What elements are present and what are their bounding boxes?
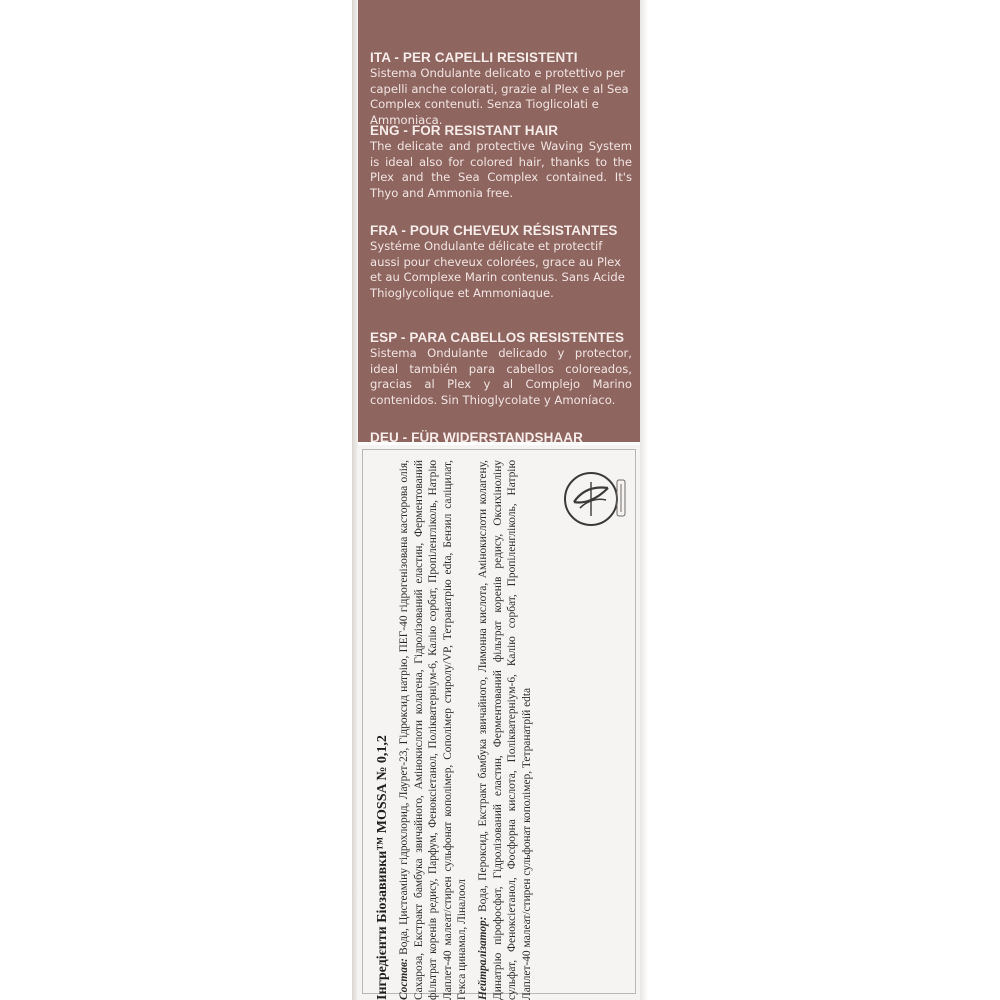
neutralizer-text: Вода, Пероксид, Екстракт бамбука звичайного, Лимонна кислота, Амінокислоти колагену, Динатрію пірофосфат, Гідролізований еластин, Ферментований фільтрат коренів редису, Оксихіноліну сульфат, Феноксіетанол, Фосфорна кислота, Полікватерніум-6, Калію сорбат, Пропіленгліколь, Натрію Лаплет-40 малеат/стирен сульфонат кополімер, Тетранатрій edta [476, 460, 533, 1000]
composition-lead: Состав: [398, 958, 410, 1000]
mauve-multilingual-panel [358, 0, 640, 442]
section-fra-body: Systéme Ondulante délicate et protectif aussi pour cheveux colorées, grace au Plex et au Complexe Marin contenus. Sans Acide Thioglycolique et Ammoniaque. [370, 239, 625, 300]
section-eng [370, 123, 632, 201]
section-eng-body: The delicate and protective Waving System is ideal also for colored hair, thanks to the Plex and the Sea Complex contained. It's Thyo and Ammonia free. [370, 139, 632, 200]
section-fra [370, 223, 632, 301]
section-ita [370, 50, 632, 128]
section-esp-title: ESP - PARA CABELLOS RESISTENTES [370, 330, 625, 345]
neutralizer-paragraph [476, 460, 534, 1000]
neutralizer-lead: Нейтралізатор: [476, 916, 489, 1000]
ingredients-rotated-text [374, 460, 620, 1000]
ukrainian-eco-label-icon [560, 468, 622, 530]
composition-text: Вода, Цистеаміну гідрохлорид, Лаурет-23, Гідроксид натрію, ПЕГ-40 гідрогенізована касторова олія, Сахароза, Екстракт бамбука звичайного, Амінокислоти колагена, Гідролізований еластин, Ферментований фільтрат коренів редису, Парфум, Феноксіетанол, Полікватерніум-6, Калію сорбат, Пропіленгліколь, Натрію Лаплет-40 малеат/стирен сульфонат кополімер, Сополімер стиролу/VP, Тетранатрію edta, Бензил саліцилат, Гекса цинамал, Ліналоол [398, 460, 469, 1000]
box-edge-highlight [640, 0, 648, 1000]
section-esp-body: Sistema Ondulante delicado y protector, ideal también para cabellos coloreados, gracias al Plex y al Complejo Marino contenidos. Sin Thioglycolate y Amoníaco. [370, 346, 632, 407]
section-esp [370, 330, 632, 408]
section-deu [370, 430, 632, 442]
small-certification-mark-icon [614, 478, 628, 518]
section-ita-title: ITA - PER CAPELLI RESISTENTI [370, 50, 578, 65]
section-fra-title: FRA - POUR CHEVEUX RÉSISTANTES [370, 223, 618, 238]
section-ita-body: Sistema Ondulante delicato e protettivo per capelli anche colorati, grazie al Plex e al Sea Complex contenuti. Senza Tioglicolati e Ammoniaca. [370, 66, 629, 127]
composition-paragraph [397, 460, 470, 1000]
section-eng-title: ENG - FOR RESISTANT HAIR [370, 123, 559, 138]
section-deu-title: DEU - FÜR WIDERSTANDSHAAR [370, 430, 583, 442]
ingredients-title: Інгредієнти Біозавивки™ MOSSA № 0,1,2 [375, 735, 390, 1000]
